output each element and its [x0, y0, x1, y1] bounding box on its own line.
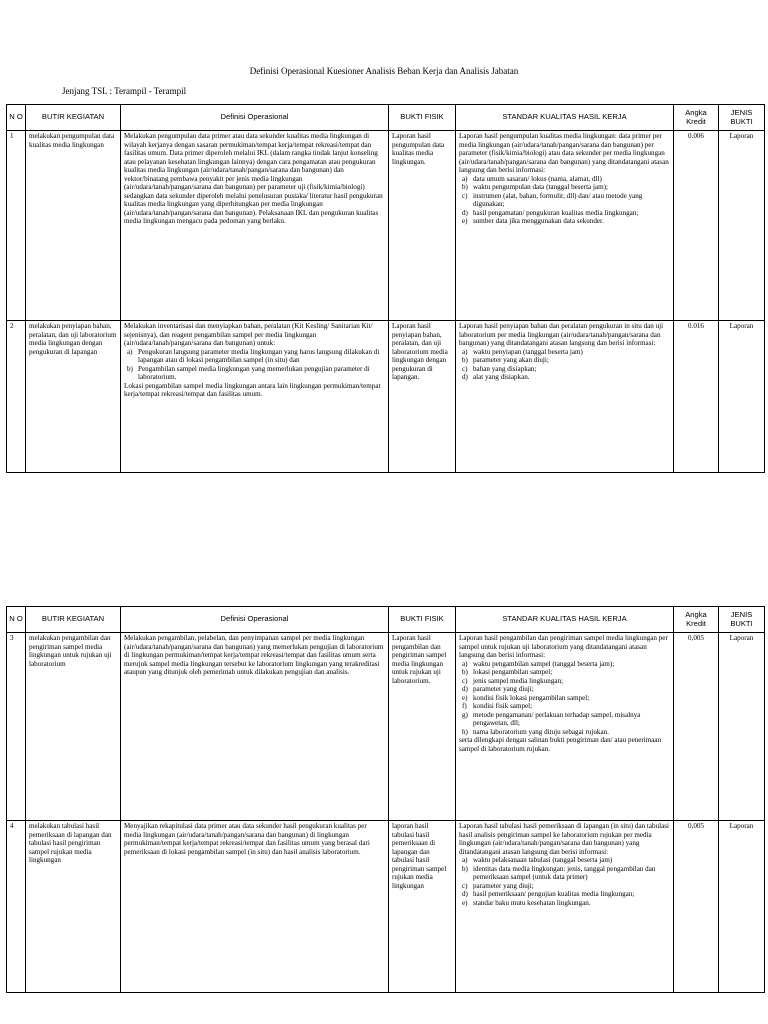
list-item: b) lokasi pengambilan sampel;: [462, 668, 553, 676]
list-item: c) jenis sampel media lingkungan;: [462, 676, 564, 685]
standar-outro: serta dilengkapi dengan salinan bukti pengiriman dan/ atau penerimaan sampel di laboratorium rujukan.: [459, 736, 662, 753]
header-butir: BUTIR KEGIATAN: [26, 607, 121, 633]
row-butir: melakukan pengumpulan data kualitas media lingkungan: [26, 131, 121, 321]
header-standar: STANDAR KUALITAS HASIL KERJA: [456, 105, 674, 131]
list-item: d) hasil pemeriksaan/ pengujian kualitas media lingkungan;: [462, 890, 635, 898]
row-angka-kredit: 0,005: [674, 633, 719, 821]
list-item: h) nama laboratorium yang dituju sebagai rujukan.: [462, 727, 609, 736]
row-jenis-bukti: Laporan: [719, 321, 765, 473]
standar-intro: Laporan hasil penyiapan bahan dan peralatan pengukuran in situ dan uji laboratorium per media lingkungan (air/udara/tanah/pangan/sarana dan bangunan) yang ditandatangani atasan langsung dan berisi informasi:: [459, 322, 664, 347]
row-no: 1: [7, 131, 26, 321]
row-bukti: laporan hasil tabulasi hasil pemeriksaan di lapangan dan tabulasi hasil pengiriman sampel rujukan media lingkungan: [389, 821, 456, 993]
row-no: 2: [7, 321, 26, 473]
table-row: [7, 321, 765, 473]
row-butir: melakukan pengambilan dan pengiriman sampel media lingkungan untuk rujukan uji laboratorium: [26, 633, 121, 821]
header-no: N O: [7, 105, 26, 131]
table-header-row: [7, 105, 765, 131]
header-jenis: JENIS BUKTI: [719, 607, 765, 633]
list-item: g) metode pengamanan/ perlakuan terhadap sampel, misalnya pengawetan, dll;: [462, 710, 641, 727]
row-standar: [456, 821, 674, 993]
list-item: a) waktu pengambilan sampel (tanggal beserta jam);: [462, 659, 615, 668]
list-item: c) instrumen (alat, bahan, formulir, dll) dan/ atau metode yang digunakan;: [462, 191, 643, 208]
row-no: 4: [7, 821, 26, 993]
header-definisi: Definisi Operasional: [121, 105, 389, 131]
jenjang-label: Jenjang TSL : Terampil - Terampil: [62, 86, 187, 96]
row-definisi: [121, 131, 389, 321]
row-no: 3: [7, 633, 26, 821]
definisi-text: Melakukan inventarisasi dan menyiapkan bahan, peralatan (Kit Kesling/ Sanitarian Kit/ sejenisnya), dan reagent pengambilan sampel per media lingkungan (air/udara/tanah/pangan/sarana dan bangunan) untuk:: [124, 322, 373, 347]
row-angka-kredit: 0.016: [674, 321, 719, 473]
list-item: b) waktu pengumpulan data (tanggal beserta jam);: [462, 183, 608, 191]
list-item: c) parameter yang diuji;: [462, 881, 534, 890]
header-angka: Angka Kredit: [674, 607, 719, 633]
table-row: [7, 131, 765, 321]
list-item: b) identitas data media lingkungan: jenis, tanggal pengambilan dan pemeriksaan sampel (untuk data primer): [462, 864, 656, 881]
table-page-1: [6, 104, 765, 473]
standar-intro: Laporan hasil tabulasi hasil pemeriksaan di lapangan (in situ) dan tabulasi hasil analisis pengiriman sampel ke laboratorium rujukan per media lingkungan (air/udara/tanah/pangan/sarana dan bangunan) yang ditandatangani atasan langsung dan berisi informasi:: [459, 822, 669, 856]
list-item: c) bahan yang disiapkan;: [462, 364, 537, 373]
standar-intro: Laporan hasil pengambilan dan pengiriman sampel media lingkungan per sampel untuk rujukan uji laboratorium yang ditandatangani atasan langsung dan berisi informasi:: [459, 634, 668, 659]
row-angka-kredit: 0,005: [674, 821, 719, 993]
table-header-row: [7, 607, 765, 633]
header-jenis: JENIS BUKTI: [719, 105, 765, 131]
row-jenis-bukti: Laporan: [719, 633, 765, 821]
standar-intro: Laporan hasil pengumpulan kualitas media lingkungan: data primer per media lingkungan (air/udara/tanah/pangan/sarana dan bangunan) per parameter (fisik/kimia/biologi) atau data sekunder per media lingkungan (air/udara/tanah/pangan/sarana dan bangunan) yang ditandatangani atasan langsung dan berisi informasi:: [459, 132, 669, 174]
row-angka-kredit: 0.006: [674, 131, 719, 321]
row-bukti: Laporan hasil penyiapan bahan, peralatan, dan uji laboratorium media lingkungan dengan pengukuran di lapangan.: [389, 321, 456, 473]
table-page-2: [6, 606, 765, 993]
list-item: e) sumber data jika menggunakan data sekunder.: [462, 217, 604, 225]
list-item: a) data umum sasaran/ lokus (nama, alamat, dll): [462, 174, 602, 183]
list-item: e) standar baku mutu kesehatan lingkungan.: [462, 898, 591, 907]
header-bukti: BUKTI FISIK: [389, 105, 456, 131]
list-item: a) waktu pelaksanaan tabulasi (tanggal beserta jam): [462, 856, 613, 864]
header-standar: STANDAR KUALITAS HASIL KERJA: [456, 607, 674, 633]
list-item: a) waktu penyiapan (tanggal beserta jam): [462, 347, 583, 356]
row-standar: [456, 633, 674, 821]
list-item: b) Pengambilan sampel media lingkungan yang memerlukan pengujian parameter di laboratorium.: [127, 364, 370, 381]
header-butir: BUTIR KEGIATAN: [26, 105, 121, 131]
definisi-text: Melakukan pengambilan, pelabelan, dan penyimpanan sampel per media lingkungan (air/udara/tanah/pangan/sarana dan bangunan) yang memerlukan pengujian di laboratorium di lingkungan permukiman/tempat kerja/tempat rekreasi/tempat dan fasilitas umum serta merujuk sampel media lingkungan tersebut ke laboratorium lingkungan yang terakreditasi ataupun yang ditunjuk oleh pemerintah untuk dilakukan pengujian dan analisis.: [124, 634, 384, 676]
table-row: [7, 633, 765, 821]
table-row: [7, 821, 765, 993]
definisi-outro: Lokasi pengambilan sampel media lingkungan antara lain lingkungan permukiman/tempat kerja/tempat rekreasi/tempat dan fasilitas umum.: [124, 381, 381, 398]
row-definisi: [121, 821, 389, 993]
header-angka: Angka Kredit: [674, 105, 719, 131]
row-jenis-bukti: Laporan: [719, 821, 765, 993]
definisi-text: Menyajikan rekapitulasi data primer atau data sekunder hasil pengukuran kualitas per media lingkungan (air/udara/tanah/pangan/sarana dan bangunan) di lingkungan permukiman/tempat kerja/tempat rekreasi/tempat dan fasilitas umum yang berasal dari pemeriksaan di lokasi pengambilan sampel (in situ) dan hasil analisis laboratorium.: [124, 822, 370, 856]
row-butir: melakukan penyiapan bahan, peralatan, dan uji laboratorium media lingkungan dengan pengukuran di lapangan: [26, 321, 121, 473]
row-bukti: Laporan hasil pengambilan dan pengiriman sampel media lingkungan untuk rujukan uji laboratorium.: [389, 633, 456, 821]
row-definisi: [121, 321, 389, 473]
list-item: d) parameter yang diuji;: [462, 685, 534, 693]
row-standar: [456, 131, 674, 321]
header-no: N O: [7, 607, 26, 633]
header-definisi: Definisi Operasional: [121, 607, 389, 633]
row-definisi: [121, 633, 389, 821]
definisi-text: Melakukan pengumpulan data primer atau data sekunder kualitas media lingkungan di wilayah kerjanya dengan sasaran permukiman/tempat kerja/tempat rekreasi/tempat dan fasilitas umum. Data primer diperoleh melalui IKL (dalam rangka tindak lanjut konseling atau pelayanan kesehatan lingkungan lainnya) dengan cara pengamatan atau pengukuran kualitas media lingkungan (air/udara/tanah/pangan/sarana dan bangunan) dan vektor/binatang pembawa penyakit per jenis media lingkungan (air/udara/tanah/pangan/sarana dan bangunan) per parameter uji (fisik/kimia/biologi) sedangkan data sekunder diperoleh melalui penelusuran pustaka/ literatur hasil pengukuran kualitas media lingkungan yang diperhitungkan per media lingkungan (air/udara/tanah/pangan/sarana dan bangunan). Pelaksanaan IKL dan pengukuran kualitas media lingkungan mengacu pada pedoman yang berlaku.: [124, 132, 383, 225]
row-standar: [456, 321, 674, 473]
row-bukti: Laporan hasil pengumpulan data kualitas media lingkungan.: [389, 131, 456, 321]
list-item: a) Pengukuran langsung parameter media lingkungan yang harus langsung dilakukan di lapangan atau di lokasi pengambilan sampel (in situ) dan: [127, 347, 380, 364]
header-bukti: BUKTI FISIK: [389, 607, 456, 633]
list-item: b) parameter yang akan diuji;: [462, 356, 549, 364]
document-title: Definisi Operasional Kuesioner Analisis Beban Kerja dan Analisis Jabatan: [249, 66, 519, 76]
list-item: d) hasil pengamatan/ pengukuran kualitas media lingkungan;: [462, 208, 639, 217]
list-item: d) alat yang disiapkan.: [462, 373, 530, 381]
list-item: f) kondisi fisik sampel;: [462, 702, 533, 710]
list-item: e) kondisi fisik lokasi pengambilan sampel;: [462, 693, 590, 702]
row-butir: melakukan tabulasi hasil pemeriksaan di lapangan dan tabulasi hasil pengiriman sampel rujukan media lingkungan: [26, 821, 121, 993]
row-jenis-bukti: Laporan: [719, 131, 765, 321]
